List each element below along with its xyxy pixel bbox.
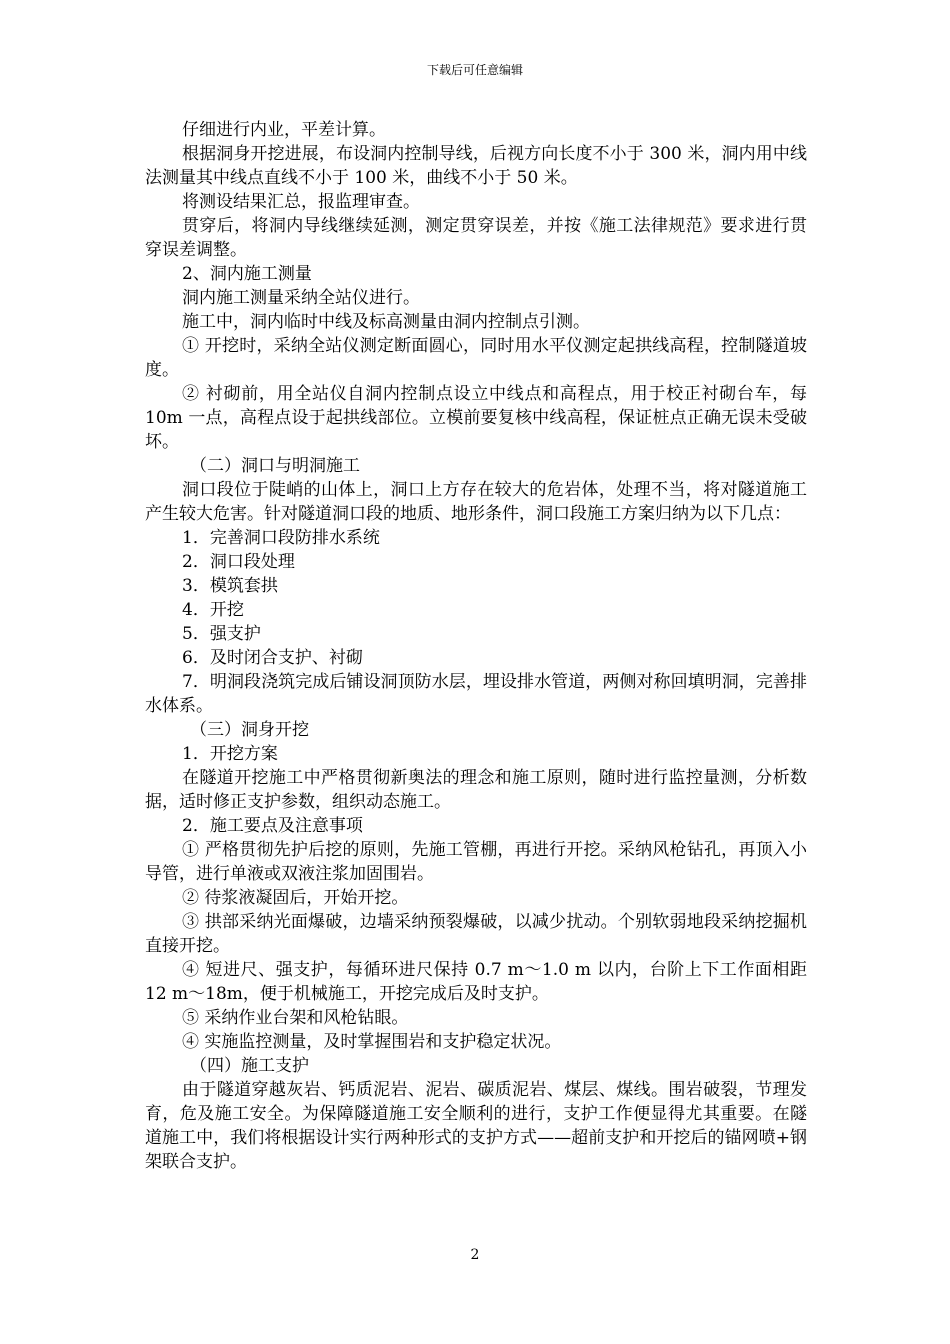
list-item: ⑤ 采纳作业台架和风枪钻眼。	[182, 1008, 409, 1028]
section-heading: （三）洞身开挖	[190, 720, 309, 740]
subsection-heading: 1．开挖方案	[182, 744, 278, 764]
paragraph: ② 衬砌前，用全站仪自洞内控制点设立中线点和高程点，用于校正衬砌台车，每 10m 一点，高程点设于起拱线部位。立模前要复核中线高程，保证桩点正确无误未受破坏。	[145, 384, 807, 452]
paragraph: 仔细进行内业，平差计算。	[182, 120, 386, 140]
paragraph: 洞内施工测量采纳全站仪进行。	[182, 288, 420, 308]
paragraph: 贯穿后，将洞内导线继续延测，测定贯穿误差，并按《施工法律规范》要求进行贯穿误差调整。	[145, 216, 807, 260]
list-item: 1．完善洞口段防排水系统	[182, 528, 380, 548]
section-heading: （二）洞口与明洞施工	[190, 456, 360, 476]
document-body	[145, 118, 807, 1174]
list-item: 6．及时闭合支护、衬砌	[182, 648, 363, 668]
list-item: ④ 实施监控测量，及时掌握围岩和支护稳定状况。	[182, 1032, 562, 1052]
list-item: ④ 短进尺、强支护，每循环进尺保持 0.7 m～1.0 m 以内，台阶上下工作面相距 12 m～18m，便于机械施工，开挖完成后及时支护。	[145, 960, 807, 1004]
page-header: 下载后可任意编辑	[426, 63, 523, 77]
list-item: ① 严格贯彻先护后挖的原则，先施工管棚，再进行开挖。采纳风枪钻孔，再顶入小导管，进行单液或双液注浆加固围岩。	[145, 840, 807, 884]
list-item: ③ 拱部采纳光面爆破，边墙采纳预裂爆破，以减少扰动。个别软弱地段采纳挖掘机直接开挖。	[145, 912, 807, 956]
subsection-heading: 2．施工要点及注意事项	[182, 816, 363, 836]
list-item: 7．明洞段浇筑完成后铺设洞顶防水层，埋设排水管道，两侧对称回填明洞，完善排水体系。	[145, 672, 807, 716]
list-item: 5．强支护	[182, 624, 261, 644]
paragraph: 由于隧道穿越灰岩、钙质泥岩、泥岩、碳质泥岩、煤层、煤线。围岩破裂，节理发育，危及施工安全。为保障隧道施工安全顺利的进行，支护工作便显得尤其重要。在隧道施工中，我们将根据设计实行两种形式的支护方式——超前支护和开挖后的锚网喷+钢架联合支护。	[145, 1080, 807, 1172]
paragraph: ① 开挖时，采纳全站仪测定断面圆心，同时用水平仪测定起拱线高程，控制隧道坡度。	[145, 336, 807, 380]
list-item: 4．开挖	[182, 600, 244, 620]
section-heading: （四）施工支护	[190, 1056, 309, 1076]
list-item: 3．模筑套拱	[182, 576, 278, 596]
page-number: 2	[470, 1247, 480, 1263]
section-heading: 2、洞内施工测量	[182, 264, 312, 284]
paragraph: 施工中，洞内临时中线及标高测量由洞内控制点引测。	[182, 312, 590, 332]
list-item: ② 待浆液凝固后，开始开挖。	[182, 888, 409, 908]
list-item: 2．洞口段处理	[182, 552, 295, 572]
paragraph: 洞口段位于陡峭的山体上，洞口上方存在较大的危岩体，处理不当，将对隧道施工产生较大危害。针对隧道洞口段的地质、地形条件，洞口段施工方案归纳为以下几点：	[145, 480, 807, 524]
paragraph: 根据洞身开挖进展，布设洞内控制导线，后视方向长度不小于 300 米，洞内用中线法测量其中线点直线不小于 100 米，曲线不小于 50 米。	[145, 144, 807, 188]
paragraph: 将测设结果汇总，报监理审查。	[182, 192, 420, 212]
paragraph: 在隧道开挖施工中严格贯彻新奥法的理念和施工原则，随时进行监控量测，分析数据，适时修正支护参数，组织动态施工。	[145, 768, 807, 812]
